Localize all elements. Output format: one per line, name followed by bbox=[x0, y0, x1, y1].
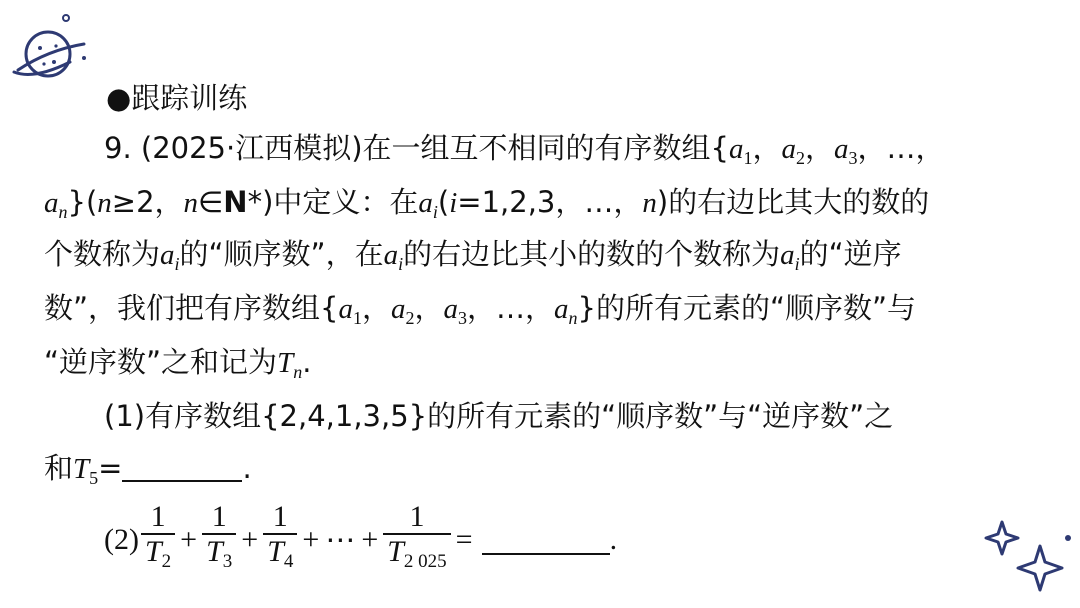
fraction-2: $\frac{1}{T_3}$ bbox=[202, 501, 236, 579]
problem-line-3: 个数称为$a_i$的“顺序数”，在$a_i$的右边比其小的数的个数称为$a_i$的“逆序 bbox=[44, 237, 902, 274]
part2-formula: (2) $\frac{1}{T_2}$ + $\frac{1}{T_3}$ + $\frac{1}{T_4}$ + ⋯ + $\frac{1}{T_{2 025}}$ = . bbox=[104, 500, 617, 580]
part1-line-2: 和$T_5=$ . bbox=[44, 451, 252, 488]
answer-blank-2[interactable] bbox=[482, 525, 610, 555]
problem-line-4: 数”，我们把有序数组{$a_1$，$a_2$，$a_3$，…，$a_n$}的所有元素的“顺序数”与 bbox=[44, 291, 917, 328]
section-title: ●跟踪训练 bbox=[106, 81, 248, 115]
problem-line-2: $a_n\}(n\ge 2$，n∈N*)中定义：在$a_i(i=1,2,3$，…，n)的右边比其大的数的 bbox=[44, 185, 930, 222]
fraction-4: $\frac{1}{T_{2 025}}$ bbox=[383, 501, 450, 579]
answer-blank-1[interactable] bbox=[122, 454, 242, 482]
planet-icon bbox=[4, 10, 94, 90]
fraction-1: $\frac{1}{T_2}$ bbox=[141, 501, 175, 579]
fraction-3: $\frac{1}{T_4}$ bbox=[263, 501, 297, 579]
problem-line-1: 9. (2025·江西模拟)在一组互不相同的有序数组{$a_1$，$a_2$，$a_3$，…， bbox=[104, 131, 945, 168]
part1-line-1: (1)有序数组{2,4,1,3,5}的所有元素的“顺序数”与“逆序数”之 bbox=[104, 399, 894, 433]
stars-icon bbox=[976, 512, 1076, 602]
problem-line-5: “逆序数”之和记为$T_n$. bbox=[44, 345, 312, 382]
